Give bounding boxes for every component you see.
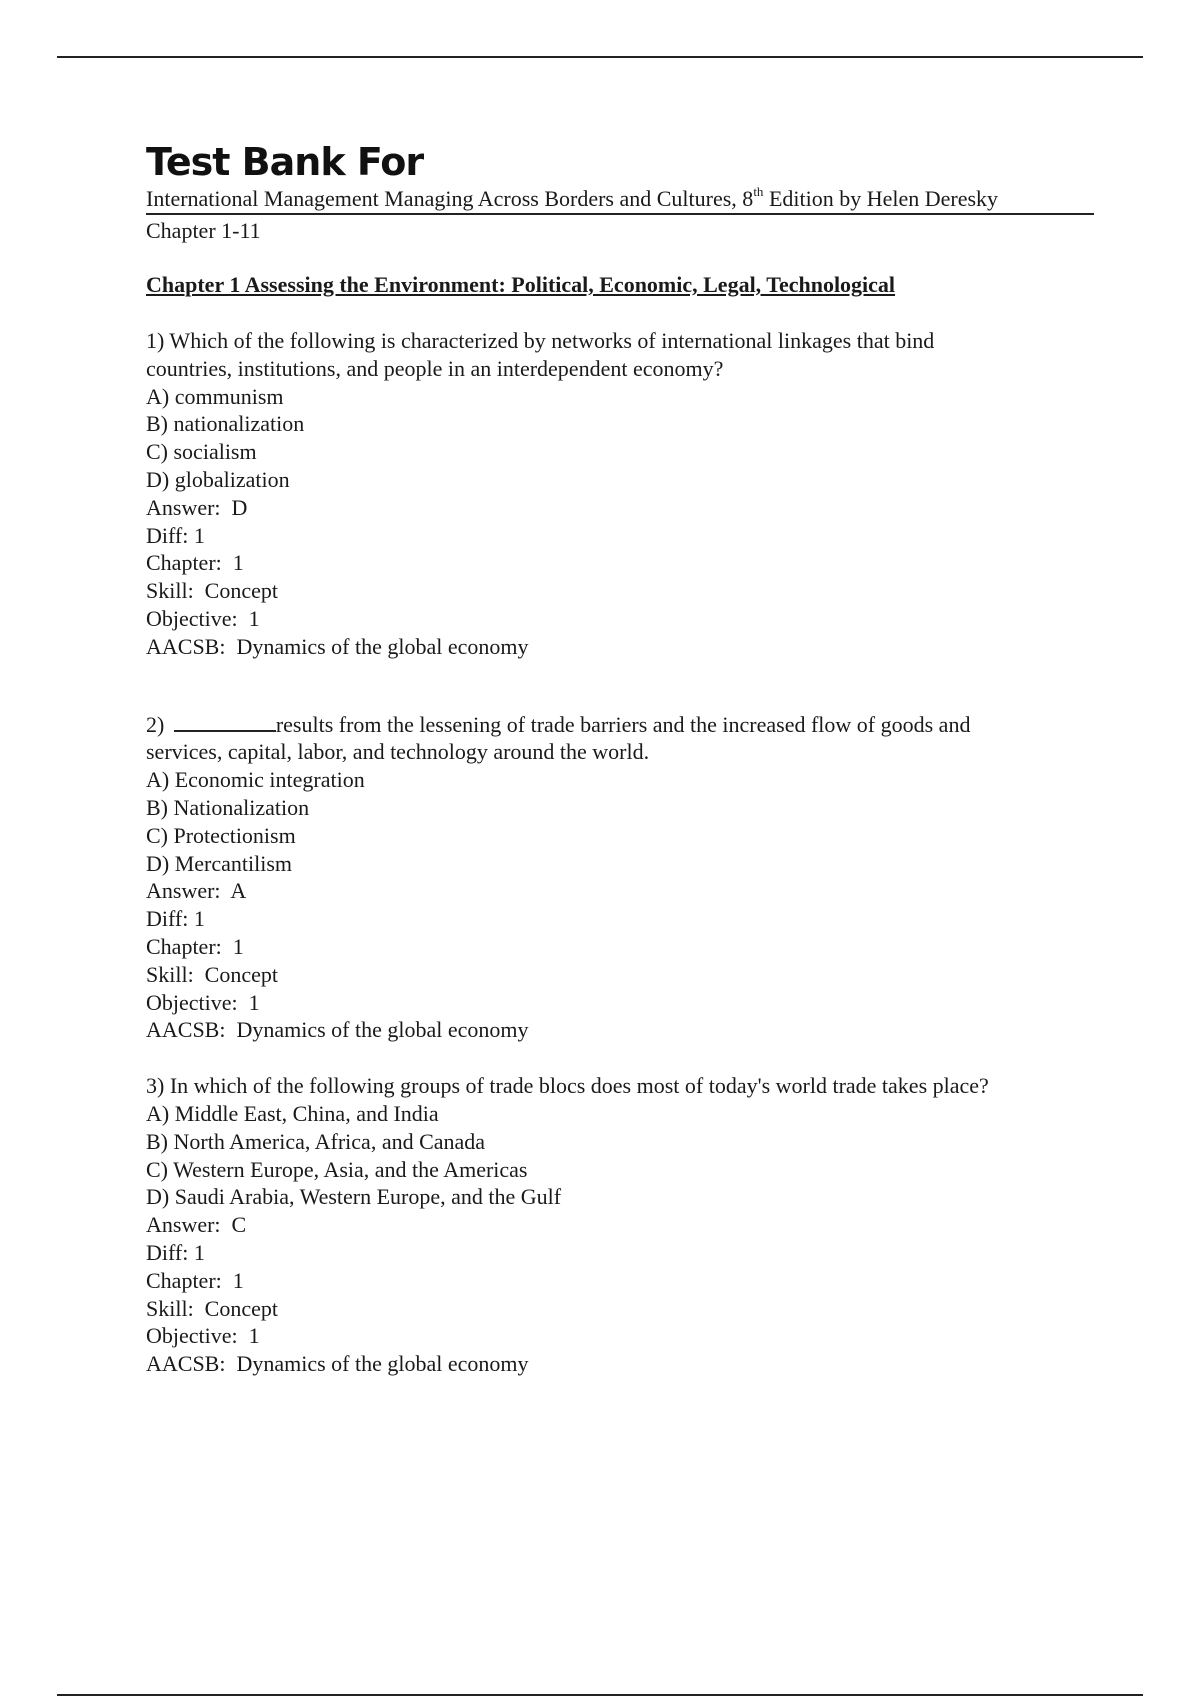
chapter-heading: Chapter 1 Assessing the Environment: Political, Economic, Legal, Technological: [146, 272, 896, 297]
answer: Answer: A: [146, 878, 247, 904]
option-d: D) Saudi Arabia, Western Europe, and the Gulf: [146, 1184, 562, 1210]
question-stem-cont: services, capital, labor, and technology around the world.: [146, 739, 650, 765]
skill: Skill: Concept: [146, 1295, 278, 1321]
option-b: B) North America, Africa, and Canada: [146, 1128, 486, 1154]
question-stem-text: results from the lessening of trade barriers and the increased flow of goods and: [275, 711, 971, 737]
aacsb: AACSB: Dynamics of the global economy: [146, 1351, 529, 1377]
chapter-range: Chapter 1-11: [146, 218, 261, 243]
question-2: [146, 711, 1106, 1045]
answer: Answer: C: [146, 1212, 247, 1238]
subtitle-text-end: Edition by Helen Deresky: [763, 186, 999, 211]
option-b: B) Nationalization: [146, 794, 310, 820]
question-number: 2): [146, 711, 165, 737]
difficulty: Diff: 1: [146, 522, 205, 548]
difficulty: Diff: 1: [146, 906, 205, 932]
difficulty: Diff: 1: [146, 1239, 205, 1265]
book-subtitle: [146, 183, 1094, 215]
option-c: C) Protectionism: [146, 822, 296, 848]
objective: Objective: 1: [146, 605, 260, 631]
subtitle-text: International Management Managing Across Borders and Cultures, 8: [146, 186, 754, 211]
objective: Objective: 1: [146, 1323, 260, 1349]
question-1: [146, 327, 1106, 661]
option-d: D) Mercantilism: [146, 850, 293, 876]
option-d: D) globalization: [146, 466, 290, 492]
bottom-rule: [57, 1694, 1143, 1696]
option-a: A) Middle East, China, and India: [146, 1100, 439, 1126]
option-a: A) Economic integration: [146, 767, 365, 793]
option-c: C) socialism: [146, 439, 257, 465]
option-c: C) Western Europe, Asia, and the Americas: [146, 1156, 528, 1182]
question-stem: [146, 711, 1106, 739]
subtitle-superscript: th: [753, 183, 764, 199]
question-3: [146, 1072, 1106, 1378]
aacsb: AACSB: Dynamics of the global economy: [146, 1017, 529, 1043]
option-a: A) communism: [146, 383, 284, 409]
question-stem: 3) In which of the following groups of trade blocs does most of today's world trade takes place?: [146, 1073, 989, 1099]
skill: Skill: Concept: [146, 578, 278, 604]
question-stem: 1) Which of the following is characterized by networks of international linkages that bind: [146, 328, 935, 353]
chapter-ref: Chapter: 1: [146, 933, 244, 959]
objective: Objective: 1: [146, 989, 260, 1015]
fill-in-blank: [174, 712, 276, 732]
chapter-ref: Chapter: 1: [146, 550, 244, 576]
top-rule: [57, 56, 1143, 58]
skill: Skill: Concept: [146, 961, 278, 987]
aacsb: AACSB: Dynamics of the global economy: [146, 633, 529, 659]
document-title: Test Bank For: [146, 140, 424, 184]
question-stem-cont: countries, institutions, and people in an interdependent economy?: [146, 355, 724, 381]
document-body: [146, 140, 1106, 1378]
answer: Answer: D: [146, 494, 248, 520]
option-b: B) nationalization: [146, 411, 305, 437]
chapter-ref: Chapter: 1: [146, 1267, 244, 1293]
